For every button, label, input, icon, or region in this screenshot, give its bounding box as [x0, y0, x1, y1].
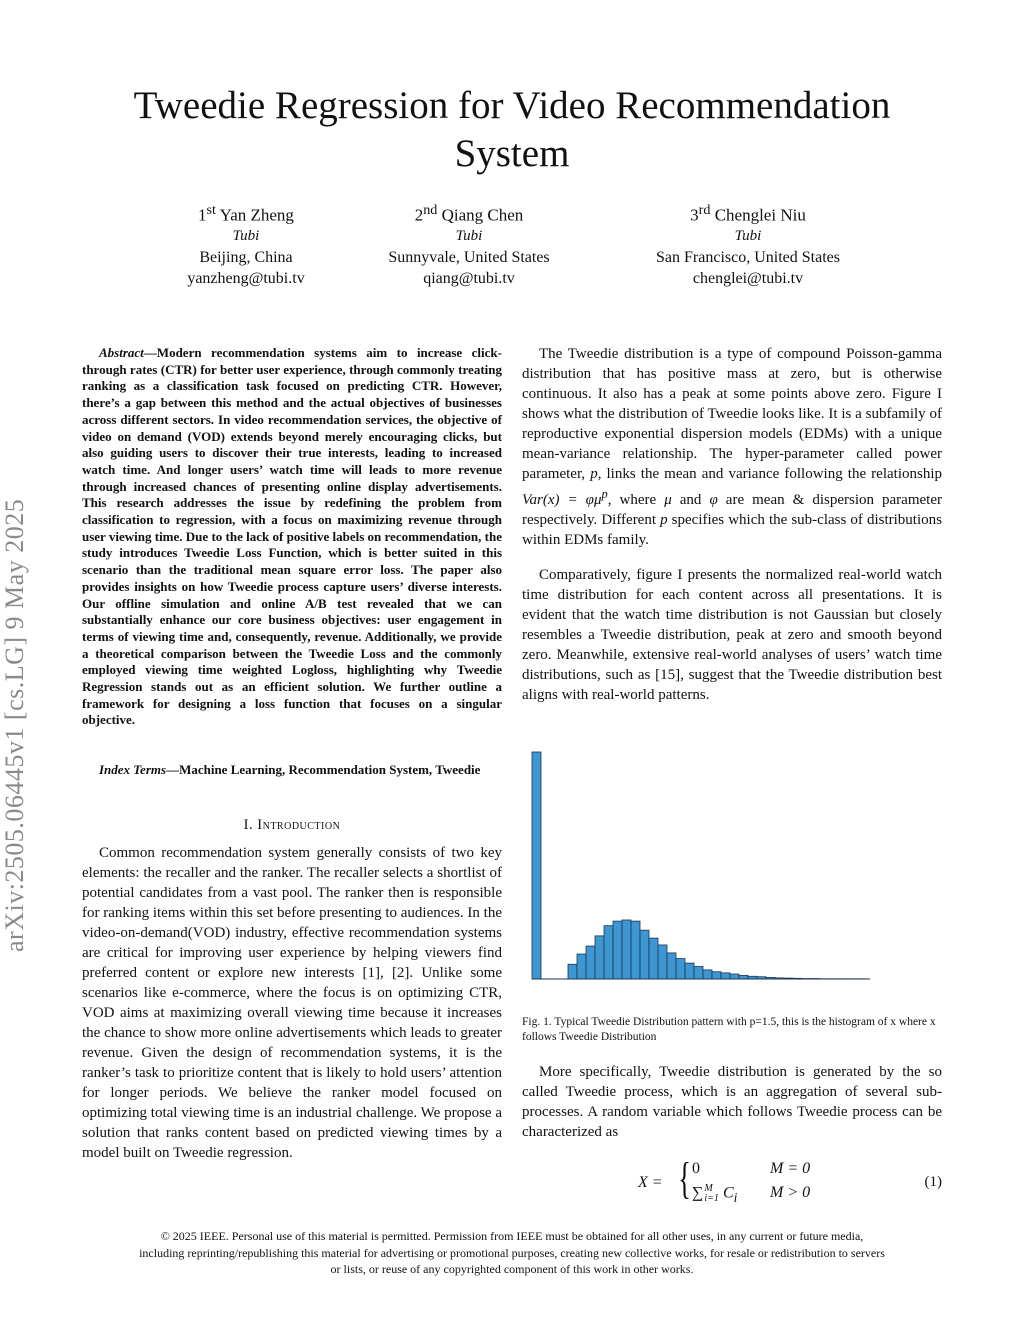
- author-email: chenglei@tubi.tv: [692, 269, 804, 287]
- equation-sum-lower: i=1: [704, 1193, 719, 1204]
- equation-case2: [692, 1184, 737, 1206]
- author-ordinal-suffix: nd: [423, 202, 438, 218]
- histogram-bar: [703, 970, 712, 979]
- author-block-2: [339, 200, 599, 289]
- equation-case1-condition: M = 0: [770, 1160, 811, 1177]
- histogram-bar: [721, 973, 730, 979]
- section-title: Introduction: [257, 817, 341, 833]
- histogram-bar: [667, 953, 676, 979]
- author-location: San Francisco, United States: [656, 248, 840, 266]
- author-block-3: [618, 200, 878, 289]
- histogram-bar: [595, 936, 604, 979]
- histogram-bar: [712, 972, 721, 979]
- paper-title: Tweedie Regression for Video Recommendation System: [133, 84, 891, 175]
- author-affiliation: Tubi: [232, 227, 260, 244]
- equation-term: C: [722, 1184, 734, 1202]
- equation-case2-condition: M > 0: [770, 1184, 811, 1201]
- histogram-bar: [604, 926, 613, 979]
- footer-line-1: © 2025 IEEE. Personal use of this material is permitted. Permission from IEEE must be obtained for all other uses, in any current or future media,: [160, 1229, 864, 1243]
- histogram-bar: [631, 921, 640, 979]
- histogram-bar: [532, 752, 541, 979]
- author-location: Sunnyvale, United States: [388, 248, 550, 266]
- histogram-bar: [739, 975, 748, 979]
- intro-paragraph: Common recommendation system generally consists of two key elements: the recaller and the ranker. The recaller selects a shortlist of potential candidates from a vast pool. The ranker then is responsible for ranking items within this set before presenting to audiences. In the video-on-demand(VOD) industry, effective recommendation systems are critical for improving user experience by helping viewers find preferred content or explore new interests [1], [2]. Unlike some scenarios like e-commerce, where the focus is on optimizing CTR, VOD aims at maximizing overall viewing time because it increases the chance to show more online advertisements which leads to greater revenue. Given the design of recommendation systems, it is the ranker’s task to prioritize content that is likely to hold users’ attention for longer periods. We believe the ranker model focused on optimizing total viewing time is an industrial challenge. We propose a solution that ranks content based on predicted viewing times by a model built on Tweedie regression.: [82, 845, 502, 1161]
- copyright-footer: [0, 1228, 1024, 1278]
- equation-lhs: X =: [638, 1174, 663, 1191]
- histogram-bar: [676, 959, 685, 979]
- author-email: qiang@tubi.tv: [423, 269, 515, 287]
- author-ordinal-suffix: rd: [698, 202, 711, 218]
- author-name: [339, 200, 599, 226]
- histogram-bar: [568, 964, 577, 979]
- section-number: I.: [243, 817, 254, 833]
- author-location: Beijing, China: [199, 248, 293, 266]
- para1-text-a: The Tweedie distribution is a type of compound Poisson-gamma distribution that has positive mass at zero, but is otherwise continuous. It also has a peak at some points above zero. Figure I shows what the distribution of Tweedie looks like. It is a subfamily of reproductive exponential dispersion models (EDMs) with a unique mean-variance relationship. The hyper-parameter called power parameter,: [522, 346, 942, 482]
- para1-formula-sup: p: [601, 487, 608, 501]
- histogram-bar: [622, 920, 631, 979]
- histogram-bar: [658, 945, 667, 979]
- equation-1: [522, 1154, 942, 1210]
- author-name: [116, 200, 376, 226]
- abstract: [82, 345, 502, 729]
- histogram-bars: [532, 752, 865, 979]
- author-email: yanzheng@tubi.tv: [187, 269, 305, 287]
- right-paragraph-2: Comparatively, figure I presents the normalized real-world watch time distribution for each content across all presentations. It is evident that the watch time distribution is not Gaussian but closely resembles a Tweedie distribution, peak at zero and smooth beyond zero. Meanwhile, extensive real-world analyses of users’ watch time distributions, such as [15], suggest that the Tweedie distribution best aligns with real-world patterns.: [522, 567, 942, 703]
- index-terms-text: —Machine Learning, Recommendation System, Tweedie: [166, 762, 481, 777]
- figure-caption: Fig. 1. Typical Tweedie Distribution pattern with p=1.5, this is the histogram of x where x follows Tweedie Distribution: [522, 1016, 936, 1043]
- para1-math-p2: p: [660, 512, 668, 528]
- author-affiliation: Tubi: [734, 227, 762, 244]
- author-ordinal: 2: [414, 205, 424, 225]
- tweedie-histogram: [522, 740, 942, 990]
- histogram-bar: [730, 974, 739, 979]
- histogram-bar: [586, 946, 595, 979]
- histogram-bar: [694, 967, 703, 979]
- section-heading: [82, 817, 502, 834]
- abstract-text: —Modern recommendation systems aim to increase click-through rates (CTR) for better user experience, through commonly treating ranking as a classification task focused on predicting CTR. However, there’s a gap between this method and the actual objectives of businesses across different sectors. In video recommendation services, the objective of video on demand (VOD) extends beyond merely encouraging clicks, but also guiding users to discover their true interests, leading to increased watch time. And longer users’ watch time will leads to more revenue through increased chances of presenting online display advertisements. This research addresses the issue by redefining the problem from classification to regression, with a focus on maximizing revenue through user viewing time. Due to the lack of positive labels on recommendation, the study introduces Tweedie Loss Function, which is better suited in this scenario than the traditional mean square error loss. The paper also provides insights on how Tweedie process capture users’ diverse interests. Our offline simulation and online A/B test revealed that we can substantially enhance our core business objectives: user engagement in terms of viewing time and, consequently, revenue. Additionally, we provide a theoretical comparison between the Tweedie Loss and the commonly employed viewing time weighted Logloss, highlighting why Tweedie Regression stands out as an efficient solution. We further outline a framework for designing a loss function that focuses on a singular objective.: [82, 345, 502, 728]
- histogram-bar: [649, 938, 658, 979]
- equation-sum-upper: M: [704, 1183, 713, 1194]
- author-name-text: Chenglei Niu: [714, 205, 806, 225]
- equation-sum: ∑: [692, 1184, 704, 1202]
- equation-term-sub: i: [733, 1189, 738, 1205]
- para1-text-e: are mean & dispersion parameter respectively. Different: [522, 492, 942, 528]
- footer-line-3: or lists, or reuse of any copyrighted component of this work in other works.: [330, 1262, 694, 1276]
- para1-text-d: and: [671, 492, 710, 508]
- equation-brace: {: [678, 1154, 691, 1203]
- para1-math-mu: μ: [664, 492, 672, 508]
- author-name: [618, 200, 878, 226]
- histogram-bar: [613, 921, 622, 979]
- para1-math-p: p: [590, 466, 598, 482]
- author-name-text: Qiang Chen: [441, 205, 524, 225]
- author-affiliation: Tubi: [455, 227, 483, 244]
- histogram-bar: [577, 954, 586, 979]
- author-name-text: Yan Zheng: [219, 205, 294, 225]
- equation-number: (1): [924, 1174, 942, 1190]
- histogram-bar: [685, 963, 694, 979]
- histogram-bar: [640, 930, 649, 979]
- para1-text-c: , where: [607, 492, 665, 508]
- right-paragraph-3: More specifically, Tweedie distribution is generated by the so called Tweedie process, which is an aggregation of several sub-processes. A random variable which follows Tweedie process can be characterized as: [522, 1064, 942, 1140]
- para1-text-f: specifies which the sub-class of distributions within EDMs family.: [522, 512, 942, 548]
- equation-case1-value: 0: [692, 1160, 700, 1177]
- para1-math-phi: φ: [709, 492, 718, 508]
- index-terms: [82, 762, 502, 779]
- right-paragraph-1: [522, 344, 942, 550]
- author-ordinal-suffix: st: [206, 202, 216, 218]
- author-ordinal: 3: [690, 205, 699, 225]
- para1-text-b: , links the mean and variance following the relationship: [597, 466, 942, 482]
- abstract-label: Abstract: [99, 345, 144, 360]
- author-block-1: [116, 200, 376, 289]
- arxiv-watermark: arXiv:2505.06445v1 [cs.LG] 9 May 2025: [0, 498, 29, 952]
- author-ordinal: 1: [198, 205, 207, 225]
- index-terms-label: Index Terms: [99, 762, 167, 777]
- para1-formula: Var(x) = φμ: [522, 492, 602, 508]
- footer-line-2: including reprinting/republishing this material for advertising or promotional purposes, creating new collective works, for resale or redistribution to servers: [139, 1245, 885, 1260]
